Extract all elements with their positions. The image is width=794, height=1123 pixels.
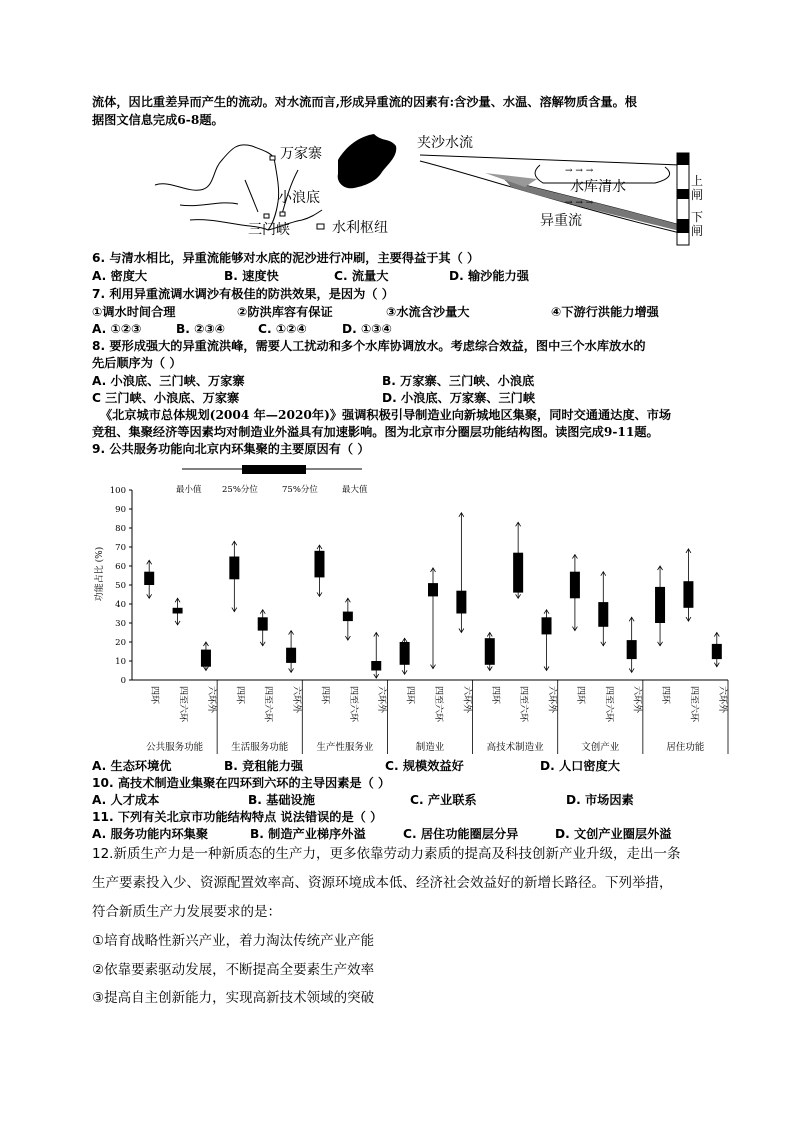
ring-label: 六环外 xyxy=(716,686,727,714)
density-arrow: → → → xyxy=(565,198,594,208)
ring-label: 四至六环 xyxy=(433,686,443,723)
box-四至六环 xyxy=(258,617,268,630)
q7-statement-2: ②防洪库容有保证 xyxy=(237,305,333,319)
ring-label: 四环 xyxy=(404,686,415,705)
ring-label: 四至六环 xyxy=(518,686,529,723)
q7-statement-4: ④下游行洪能力增强 xyxy=(551,305,659,319)
ring-label: 六环外 xyxy=(461,686,472,714)
y-tick-label: 90 xyxy=(115,505,126,515)
yellow-river-main xyxy=(155,145,274,190)
legend-max: 最大值 xyxy=(342,485,368,495)
y-tick-label: 60 xyxy=(115,562,126,572)
label-kuqing: 水库清水 xyxy=(570,179,626,195)
ring-label: 四至六环 xyxy=(688,686,699,723)
q6-option-d: D. 输沙能力强 xyxy=(449,269,529,283)
tributary-luo xyxy=(180,203,238,206)
y-tick-label: 0 xyxy=(120,676,126,686)
q7-option-a: A. ①②③ xyxy=(92,322,142,336)
y-tick-label: 40 xyxy=(115,600,126,610)
q12-line-2: 生产要素投入少、资源配置效率高、资源环境成本低、经济社会效益好的新增长路径。下列举措， xyxy=(92,875,673,891)
box-四环 xyxy=(229,557,239,580)
box-六环外 xyxy=(712,644,722,659)
ring-label: 四环 xyxy=(574,686,585,705)
y-tick-label: 70 xyxy=(115,543,126,553)
q12-statement-2: ②依靠要素驱动发展，不断提高全要素生产效率 xyxy=(92,962,375,978)
q7-option-d: D. ①③④ xyxy=(342,322,392,336)
legend-q1: 25%分位 xyxy=(222,485,258,495)
q8-option-a: A. 小浪底、三门峡、万家寨 xyxy=(92,374,245,388)
q10-option-c: C. 产业联系 xyxy=(410,793,477,807)
ring-label: 六环外 xyxy=(376,686,387,714)
box-四至六环 xyxy=(428,583,438,596)
y-tick-label: 10 xyxy=(115,657,126,667)
q9-option-c: C. 规模效益好 xyxy=(385,759,464,773)
box-四环 xyxy=(144,572,154,585)
box-四环 xyxy=(485,638,495,665)
q12-statement-1: ①培育战略性新兴产业，着力淘汰传统产业产能 xyxy=(92,933,375,949)
bohai-sea-shape xyxy=(338,134,397,188)
group-label: 生产性服务业 xyxy=(316,742,374,753)
label-shang: 上 xyxy=(691,174,704,188)
y-tick-label: 50 xyxy=(115,581,126,591)
q7-option-b: B. ②③④ xyxy=(176,322,226,336)
dam-xiaolangdi xyxy=(280,212,285,216)
ring-label: 四环 xyxy=(489,686,500,705)
label-zha-lower: 闸 xyxy=(691,224,704,238)
dam-mid-block xyxy=(677,189,689,199)
beijing-function-boxplot xyxy=(92,456,732,758)
q7-stem: 7. 利用异重流调水调沙有极佳的防洪效果，是因为（ ） xyxy=(92,287,394,301)
q12-statement-3: ③提高自主创新能力，实现高新技术领域的突破 xyxy=(92,990,375,1006)
group-label: 高技术制造业 xyxy=(486,742,544,753)
q7-statement-1: ①调水时间合理 xyxy=(92,305,176,319)
y-tick-label: 30 xyxy=(115,619,126,629)
q12-line-1: 12.新质生产力是一种新质态的生产力，更多依靠劳动力素质的提高及科技创新产业升级，走出一条 xyxy=(92,846,681,862)
q12-line-3: 符合新质生产力发展要求的是： xyxy=(92,904,281,920)
box-四至六环 xyxy=(598,602,608,627)
intro-line-2: 据图文信息完成6-8题。 xyxy=(92,113,224,127)
y-tick-label: 80 xyxy=(115,524,126,534)
q6-option-a: A. 密度大 xyxy=(92,269,148,283)
q6-stem: 6. 与清水相比，异重流能够对水底的泥沙进行冲刷，主要得益于其（ ） xyxy=(92,251,480,265)
ring-label: 四环 xyxy=(234,686,245,705)
box-六环外 xyxy=(201,650,211,667)
box-四至六环 xyxy=(343,612,353,622)
legend-q3: 75%分位 xyxy=(282,485,318,495)
label-jiasha: 夹沙水流 xyxy=(417,135,473,151)
q8-option-b: B. 万家寨、三门峡、小浪底 xyxy=(382,374,535,388)
yellow-river-map xyxy=(150,130,420,242)
density-current-diagram xyxy=(415,135,715,247)
q8-option-d: D. 小浪底、万家寨、三门峡 xyxy=(382,391,536,405)
ring-label: 四环 xyxy=(660,686,671,705)
tributary-small xyxy=(245,180,258,212)
water-surface xyxy=(420,155,680,165)
box-六环外 xyxy=(542,617,552,634)
q8-stem-2: 先后顺序为（ ） xyxy=(92,356,182,370)
box-四环 xyxy=(400,642,410,665)
q11-option-a: A. 服务功能内环集聚 xyxy=(92,827,209,841)
intro2-line-2: 竞租、集聚经济等因素均对制造业外溢具有加速影响。图为北京市分圈层功能结构图。读图完成9-11题。 xyxy=(92,425,659,439)
flow-arrow: → → → xyxy=(565,166,594,176)
box-六环外 xyxy=(456,591,466,614)
legend-shuili: 水利枢纽 xyxy=(332,220,388,236)
y-tick-label: 100 xyxy=(109,486,126,496)
q11-option-d: D. 文创产业圈层外溢 xyxy=(555,827,672,841)
ring-label: 四环 xyxy=(149,686,160,705)
box-四至六环 xyxy=(513,553,523,593)
q10-option-d: D. 市场因素 xyxy=(566,793,634,807)
q9-option-b: B. 竞租能力强 xyxy=(224,759,304,773)
intro-line-1: 流体，因比重差异而产生的流动。对水流而言,形成异重流的因素有:含沙量、水温、溶解物质含量。根 xyxy=(92,95,637,109)
label-zha-upper: 闸 xyxy=(691,188,704,202)
label-xiaolangdi: 小浪底 xyxy=(278,190,320,206)
intro2-line-1: 《北京城市总体规划(2004 年—2020年)》强调积极引导制造业向新城地区集聚，同时交通通达度、市场 xyxy=(100,408,672,422)
dam-sanmenxia xyxy=(264,214,269,218)
label-sanmenxia: 三门峡 xyxy=(248,222,290,238)
q9-option-d: D. 人口密度大 xyxy=(540,759,620,773)
q8-stem-1: 8. 要形成强大的异重流洪峰，需要人工扰动和多个水库协调放水。考虑综合效益，图中三个水库放水的 xyxy=(92,339,646,353)
ring-label: 四至六环 xyxy=(603,686,614,723)
lower-gate xyxy=(677,219,689,233)
group-label: 居住功能 xyxy=(666,742,705,753)
label-yizhongliu: 异重流 xyxy=(540,213,582,229)
label-wanjiazhai: 万家寨 xyxy=(280,146,322,162)
group-label: 文创产业 xyxy=(581,742,620,753)
label-xia: 下 xyxy=(691,210,704,224)
legend-min: 最小值 xyxy=(176,485,202,495)
legend-dam-symbol xyxy=(317,224,324,229)
group-label: 生活服务功能 xyxy=(231,742,289,753)
ring-label: 四至六环 xyxy=(347,686,358,723)
q8-option-c: C 三门峡、小浪底、万家寨 xyxy=(92,391,240,405)
q11-stem: 11. 下列有关北京市功能结构特点 说法错误的是（ ） xyxy=(92,810,383,824)
box-四至六环 xyxy=(173,608,183,614)
q9-stem: 9. 公共服务功能向北京内环集聚的主要原因有（ ） xyxy=(92,442,370,456)
chart-legend xyxy=(176,465,368,495)
q7-option-c: C. ①②④ xyxy=(258,322,307,336)
group-label: 公共服务功能 xyxy=(146,742,204,753)
q7-statement-3: ③水流含沙量大 xyxy=(386,305,470,319)
ring-label: 六环外 xyxy=(631,686,642,714)
chart-ylabel: 功能占比 (%) xyxy=(95,546,105,602)
dam-wanjiazhai xyxy=(270,156,275,160)
box-四环 xyxy=(655,587,665,623)
box-六环外 xyxy=(627,640,637,659)
q10-option-b: B. 基础设施 xyxy=(248,793,315,807)
ring-label: 四至六环 xyxy=(177,686,188,723)
y-tick-label: 20 xyxy=(115,638,126,648)
q6-option-c: C. 流量大 xyxy=(334,269,389,283)
ring-label: 四至六环 xyxy=(262,686,273,723)
box-六环外 xyxy=(371,661,381,671)
group-label: 制造业 xyxy=(415,742,445,753)
box-四至六环 xyxy=(683,581,693,608)
q6-option-b: B. 速度快 xyxy=(224,269,279,283)
box-六环外 xyxy=(286,648,296,663)
q11-option-c: C. 居住功能圈层分异 xyxy=(403,827,519,841)
q9-option-a: A. 生态环境优 xyxy=(92,759,172,773)
q10-option-a: A. 人才成本 xyxy=(92,793,160,807)
upper-gate xyxy=(677,153,689,165)
q11-option-b: B. 制造产业梯序外溢 xyxy=(250,827,366,841)
box-四环 xyxy=(570,572,580,599)
ring-label: 六环外 xyxy=(205,686,216,714)
ring-label: 四环 xyxy=(319,686,330,705)
q10-stem: 10. 高技术制造业集聚在四环到六环的主导因素是（ ） xyxy=(92,776,391,790)
ring-label: 六环外 xyxy=(291,686,302,714)
ring-label: 六环外 xyxy=(546,686,557,714)
box-四环 xyxy=(314,551,324,578)
